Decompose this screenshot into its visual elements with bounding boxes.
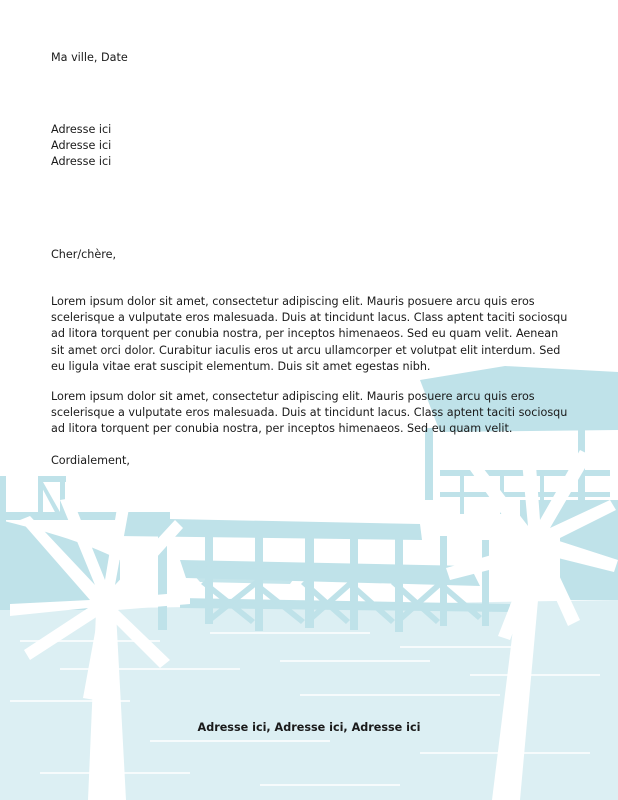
paragraph-line: ad litora torquent per conubia nostra, per inceptos himenaeos. Sed eu quam velit. Aenean: [51, 327, 559, 341]
paragraph-line: eu ligula vitae erat suscipit elementum. Duis sit amet egestas nibh.: [51, 359, 431, 373]
paragraph-line: scelerisque a vulputate eros malesuada. Duis at tincidunt lacus. Class aptent taciti sociosqu: [51, 311, 568, 325]
paragraph-line: Lorem ipsum dolor sit amet, consectetur adipiscing elit. Mauris posuere arcu quis eros: [51, 295, 535, 308]
recipient-address: [51, 122, 111, 170]
paragraph-line: sit amet orci dolor. Curabitur iaculis eros ut arcu ullamcorper et volutpat elit interdum. Sed: [51, 343, 561, 357]
footer-address: Adresse ici, Adresse ici, Adresse ici: [197, 721, 421, 734]
closing: Cordialement,: [51, 454, 130, 467]
salutation: Cher/chère,: [51, 248, 117, 261]
body-paragraph-2: [51, 389, 591, 438]
paragraph-line: Lorem ipsum dolor sit amet, consectetur adipiscing elit. Mauris posuere arcu quis eros: [51, 390, 535, 403]
address-line: Adresse ici: [51, 139, 112, 152]
address-line: Adresse ici: [51, 155, 112, 168]
body-paragraph-1: [51, 294, 591, 375]
paragraph-line: ad litora torquent per conubia nostra, per inceptos himenaeos. Sed eu quam velit.: [51, 422, 513, 436]
paragraph-line: scelerisque a vulputate eros malesuada. Duis at tincidunt lacus. Class aptent taciti sociosqu: [51, 406, 568, 420]
address-line: Adresse ici: [51, 123, 112, 136]
place-date: Ma ville, Date: [51, 51, 128, 64]
